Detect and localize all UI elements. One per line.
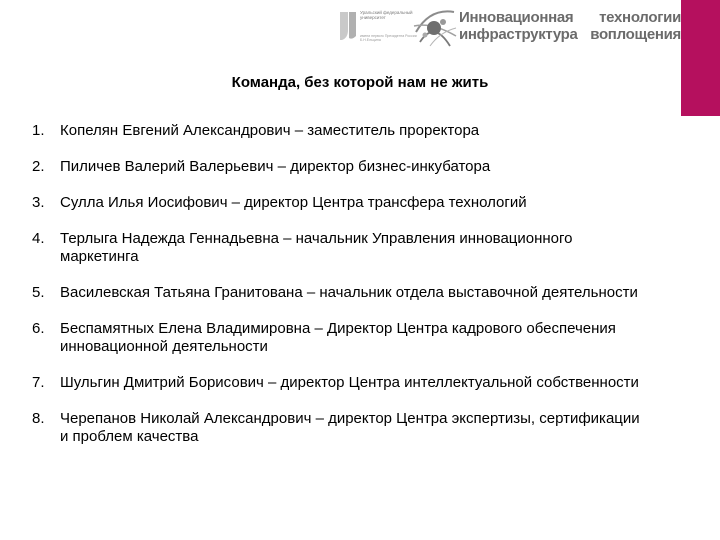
innovation-logo <box>459 9 579 43</box>
item-number: 2. <box>32 158 45 175</box>
item-number: 6. <box>32 320 45 337</box>
list-item <box>32 374 652 392</box>
tech-logo-line-1: технологии <box>599 9 681 26</box>
item-text: Беспамятных Елена Владимировна – Директор Центра кадрового обеспечения инновационной деятельности <box>60 320 616 355</box>
item-text: Сулла Илья Иосифович – директор Центра трансфера технологий <box>60 194 527 211</box>
item-number: 3. <box>32 194 45 211</box>
tech-logo <box>586 9 681 43</box>
item-number: 4. <box>32 230 45 247</box>
item-text: Василевская Татьяна Гранитована – начальник отдела выставочной деятельности <box>60 284 638 301</box>
item-text: Копелян Евгений Александрович – заместитель проректора <box>60 122 480 139</box>
innovation-logo-line-1: Инновационная <box>459 9 574 26</box>
team-list <box>32 122 652 464</box>
list-item <box>32 284 652 302</box>
slide-title: Команда, без которой нам не жить <box>231 74 489 91</box>
item-number: 7. <box>32 374 45 391</box>
urfu-emblem-icon <box>338 8 358 44</box>
item-text: Терлыга Надежда Геннадьевна – начальник Управления инновационного маркетинга <box>60 230 573 265</box>
list-item <box>32 410 652 446</box>
list-item <box>32 320 652 356</box>
urfu-logo <box>338 8 418 48</box>
list-item <box>32 122 652 140</box>
item-number: 1. <box>32 122 45 139</box>
list-item <box>32 230 652 266</box>
urfu-subtitle: имени первого Президента России Б.Н.Ельцина <box>360 34 417 42</box>
header <box>0 0 681 70</box>
list-item <box>32 194 652 212</box>
tech-logo-line-2: воплощения <box>590 26 681 43</box>
item-text: Шульгин Дмитрий Борисович – директор Центра интеллектуальной собственности <box>60 374 639 391</box>
urfu-name: Уральский федеральный университет <box>360 10 413 20</box>
item-text: Пиличев Валерий Валерьевич – директор бизнес-инкубатора <box>60 158 491 175</box>
list-item <box>32 158 652 176</box>
innovation-logo-line-2: инфраструктура <box>459 26 578 43</box>
item-text: Черепанов Николай Александрович – директор Центра экспертизы, сертификации и проблем качества <box>60 410 640 445</box>
item-number: 8. <box>32 410 45 427</box>
swirl-logo-icon <box>410 2 460 52</box>
item-number: 5. <box>32 284 45 301</box>
accent-bar <box>681 0 720 116</box>
